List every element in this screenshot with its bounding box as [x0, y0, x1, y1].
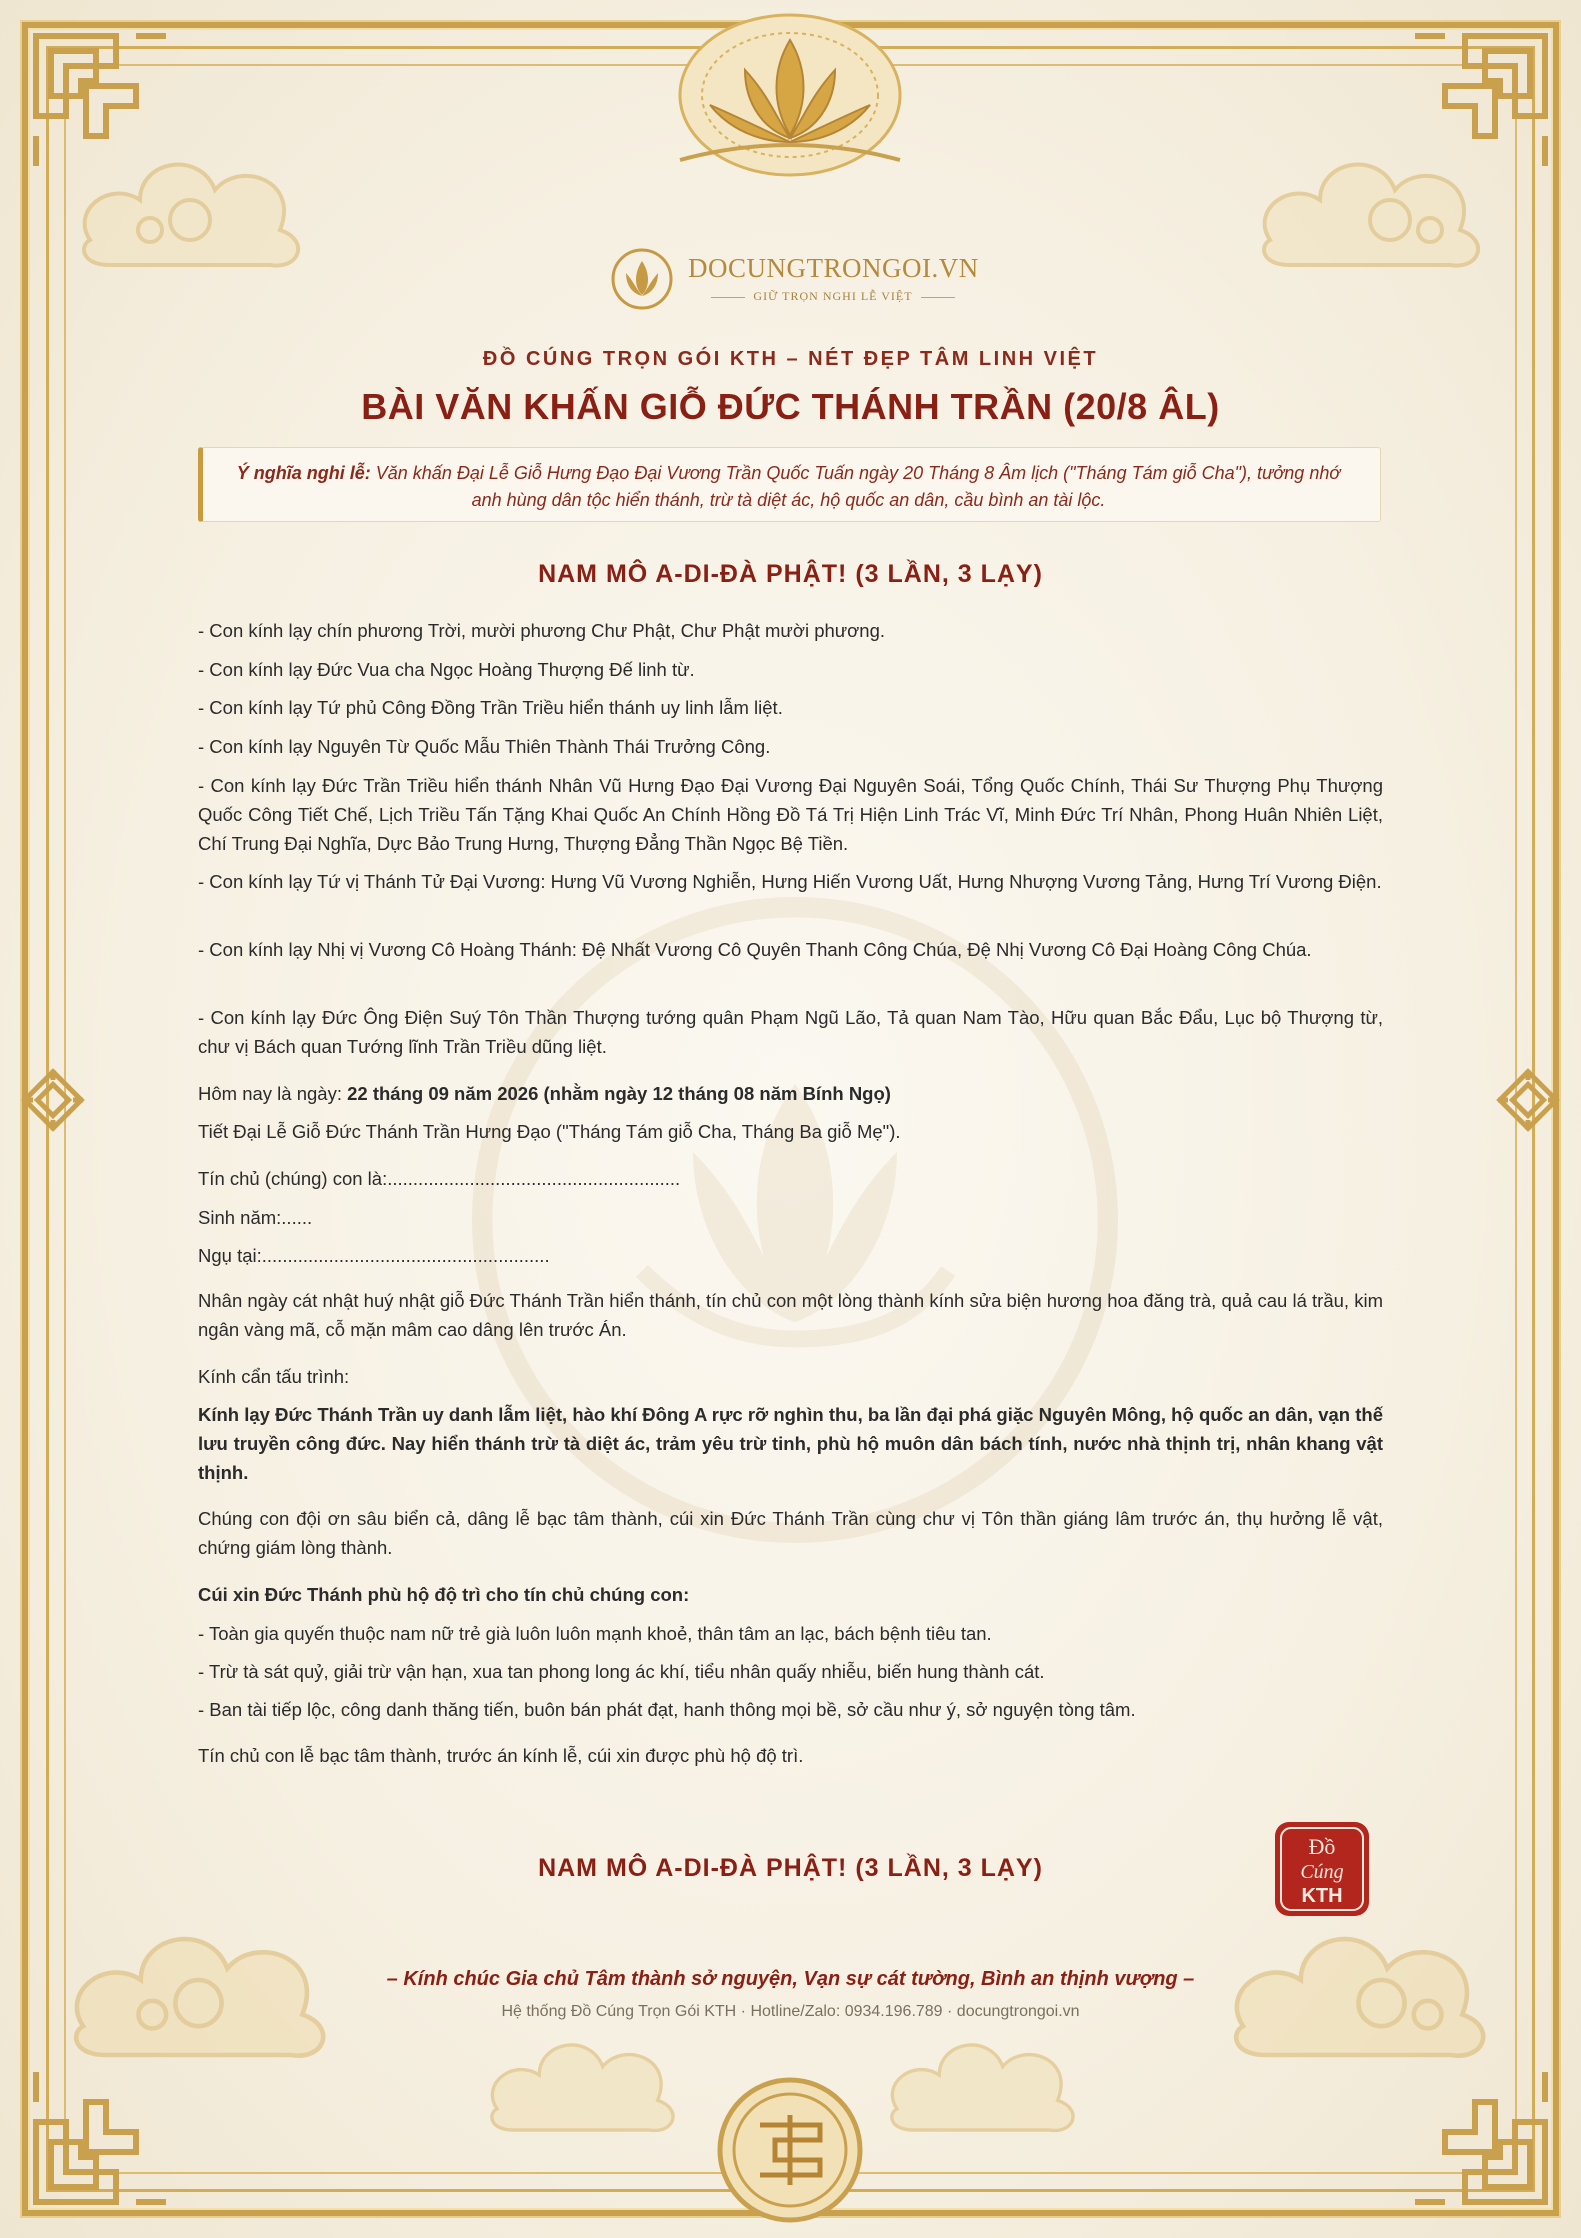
endless-knot-icon: [1493, 1065, 1563, 1135]
brand-logo: [610, 245, 980, 315]
offering-paragraph: Nhân ngày cát nhật huý nhật giỗ Đức Thánh Trần hiển thánh, tín chủ con một lòng thành kính sửa biện hương hoa đăng trà, quả cau lá trầu, kim ngân vàng mã, cỗ mặn mâm cao dâng lên trước Án.: [198, 1290, 1383, 1340]
gratitude-paragraph: Chúng con đội ơn sâu biển cả, dâng lễ bạc tâm thành, cúi xin Đức Thánh Trần cùng chư vị Tôn thần giáng lâm trước án, thụ hưởng lễ vật, chứng giám lòng thành.: [198, 1508, 1383, 1558]
request-label: Cúi xin Đức Thánh phù hộ độ trì cho tín chủ chúng con:: [198, 1584, 690, 1605]
lotus-crest-icon: [640, 10, 940, 180]
chant-heading: NAM MÔ A-DI-ĐÀ PHẬT! (3 LẦN, 3 LẠY): [538, 1854, 1043, 1882]
date-value: 22 tháng 09 năm 2026 (nhằm ngày 12 tháng 08 năm Bính Ngọ): [347, 1083, 891, 1104]
residence-field: Ngụ tại:........................................................: [198, 1245, 550, 1266]
cloud-ornament-icon: [880, 2000, 1100, 2150]
date-line: [198, 1079, 1383, 1108]
red-seal-stamp: [1271, 1818, 1373, 1920]
longevity-medallion-icon: [690, 2055, 890, 2225]
closing-wish: – Kính chúc Gia chủ Tâm thành sở nguyện, Vạn sự cát tường, Bình an thịnh vượng –: [386, 1968, 1195, 1990]
brand-name: DOCUNGTRONGOI.VN: [688, 253, 979, 283]
invocation-line: - Con kính lạy chín phương Trời, mười phương Chư Phật, Chư Phật mười phương.: [198, 620, 886, 641]
seal-text-1: Đồ: [1308, 1834, 1336, 1859]
request-item: - Trừ tà sát quỷ, giải trừ vận hạn, xua tan phong long ác khí, tiểu nhân quấy nhiễu, biến hung thành cát.: [198, 1661, 1045, 1682]
footer-contact: Hệ thống Đồ Cúng Trọn Gói KTH · Hotline/Zalo: 0934.196.789 · docungtrongoi.vn: [501, 2003, 1080, 2020]
corner-knot-ornament-icon: [1405, 2062, 1555, 2212]
corner-knot-ornament-icon: [1405, 26, 1555, 176]
corner-knot-ornament-icon: [26, 2062, 176, 2212]
report-label: Kính cẩn tấu trình:: [198, 1366, 350, 1387]
believer-field: Tín chủ (chúng) con là:.........................................................: [198, 1168, 681, 1189]
meaning-text: Văn khấn Đại Lễ Giỗ Hưng Đạo Đại Vương Trần Quốc Tuấn ngày 20 Tháng 8 Âm lịch ("Tháng Tám giỗ Cha"), tưởng nhớ anh hùng dân tộc hiển thánh, trừ tà diệt ác, hộ quốc an dân, cầu bình an tài lộc.: [375, 463, 1341, 510]
occasion-line: Tiết Đại Lễ Giỗ Đức Thánh Trần Hưng Đạo ("Tháng Tám giỗ Cha, Tháng Ba giỗ Mẹ").: [198, 1121, 901, 1142]
kicker-heading: ĐỒ CÚNG TRỌN GÓI KTH – NÉT ĐẸP TÂM LINH VIỆT: [482, 348, 1099, 370]
meaning-label: Ý nghĩa nghi lễ:: [236, 463, 371, 483]
seal-text-3: KTH: [1301, 1885, 1343, 1907]
endless-knot-icon: [18, 1065, 88, 1135]
invocation-line: - Con kính lạy Đức Vua cha Ngọc Hoàng Thượng Đế linh từ.: [198, 659, 695, 680]
date-prefix: Hôm nay là ngày:: [198, 1083, 342, 1104]
corner-knot-ornament-icon: [26, 26, 176, 176]
invocation-line: - Con kính lạy Tứ phủ Công Đồng Trần Triều hiển thánh uy linh lẫm liệt.: [198, 697, 783, 718]
request-item: - Ban tài tiếp lộc, công danh thăng tiến, buôn bán phát đạt, hanh thông mọi bề, sở cầu như ý, sở nguyện tòng tâm.: [198, 1699, 1136, 1720]
brand-tagline: GIỮ TRỌN NGHI LỄ VIỆT: [688, 289, 978, 304]
lotus-logo-icon: [610, 247, 674, 311]
cloud-ornament-icon: [480, 2000, 700, 2150]
praise-paragraph: Kính lạy Đức Thánh Trần uy danh lẫm liệt, hào khí Đông A rực rỡ nghìn thu, ba lần đại phá giặc Nguyên Mông, hộ quốc an dân, vạn thế lưu truyền công đức. Nay hiển thánh trừ tà diệt ác, trảm yêu trừ tinh, phù hộ muôn dân bách tính, nước nhà thịnh trị, nhân khang vật thịnh.: [198, 1404, 1383, 1483]
invocation-line: - Con kính lạy Đức Trần Triều hiển thánh Nhân Vũ Hưng Đạo Đại Vương Đại Nguyên Soái, Tổng Quốc Chính, Thái Sư Thượng Phụ Thượng Quốc Công Tiết Chế, Lịch Triều Tấn Tặng Khai Quốc An Chính Hồng Đồ Tá Trị Hiện Linh Trác Vĩ, Minh Đức Trí Nhân, Phong Huân Nhiên Liệt, Chí Trung Đại Nghĩa, Dực Bảo Trung Hưng, Thượng Đẳng Thần Ngọc Bệ Tiền.: [198, 775, 1383, 854]
invocation-line: - Con kính lạy Tứ vị Thánh Tử Đại Vương: Hưng Vũ Vương Nghiễn, Hưng Hiến Vương Uất, Hưng Nhượng Vương Tảng, Hưng Trí Vương Điện.: [198, 871, 1382, 892]
invocation-line: - Con kính lạy Nguyên Từ Quốc Mẫu Thiên Thành Thái Trưởng Công.: [198, 736, 771, 757]
closing-line: Tín chủ con lễ bạc tâm thành, trước án kính lễ, cúi xin được phù hộ độ trì.: [198, 1745, 804, 1766]
invocation-line: - Con kính lạy Đức Ông Điện Suý Tôn Thần Thượng tướng quân Phạm Ngũ Lão, Tả quan Nam Tào, Hữu quan Bắc Đẩu, Lục bộ Thượng từ, chư vị Bách quan Tướng lĩnh Trần Triều dũng liệt.: [198, 1007, 1383, 1057]
page-title: BÀI VĂN KHẤN GIỖ ĐỨC THÁNH TRẦN (20/8 ÂL): [361, 386, 1220, 427]
chant-heading: NAM MÔ A-DI-ĐÀ PHẬT! (3 LẦN, 3 LẠY): [538, 560, 1043, 588]
invocation-line: - Con kính lạy Nhị vị Vương Cô Hoàng Thánh: Đệ Nhất Vương Cô Quyên Thanh Công Chúa, Đệ Nhị Vương Cô Đại Hoàng Công Chúa.: [198, 939, 1312, 960]
meaning-callout: [198, 447, 1381, 522]
seal-text-2: Cúng: [1300, 1861, 1344, 1883]
request-item: - Toàn gia quyến thuộc nam nữ trẻ già luôn luôn mạnh khoẻ, thân tâm an lạc, bách bệnh tiêu tan.: [198, 1623, 992, 1644]
birth-year-field: Sinh năm:......: [198, 1207, 313, 1228]
